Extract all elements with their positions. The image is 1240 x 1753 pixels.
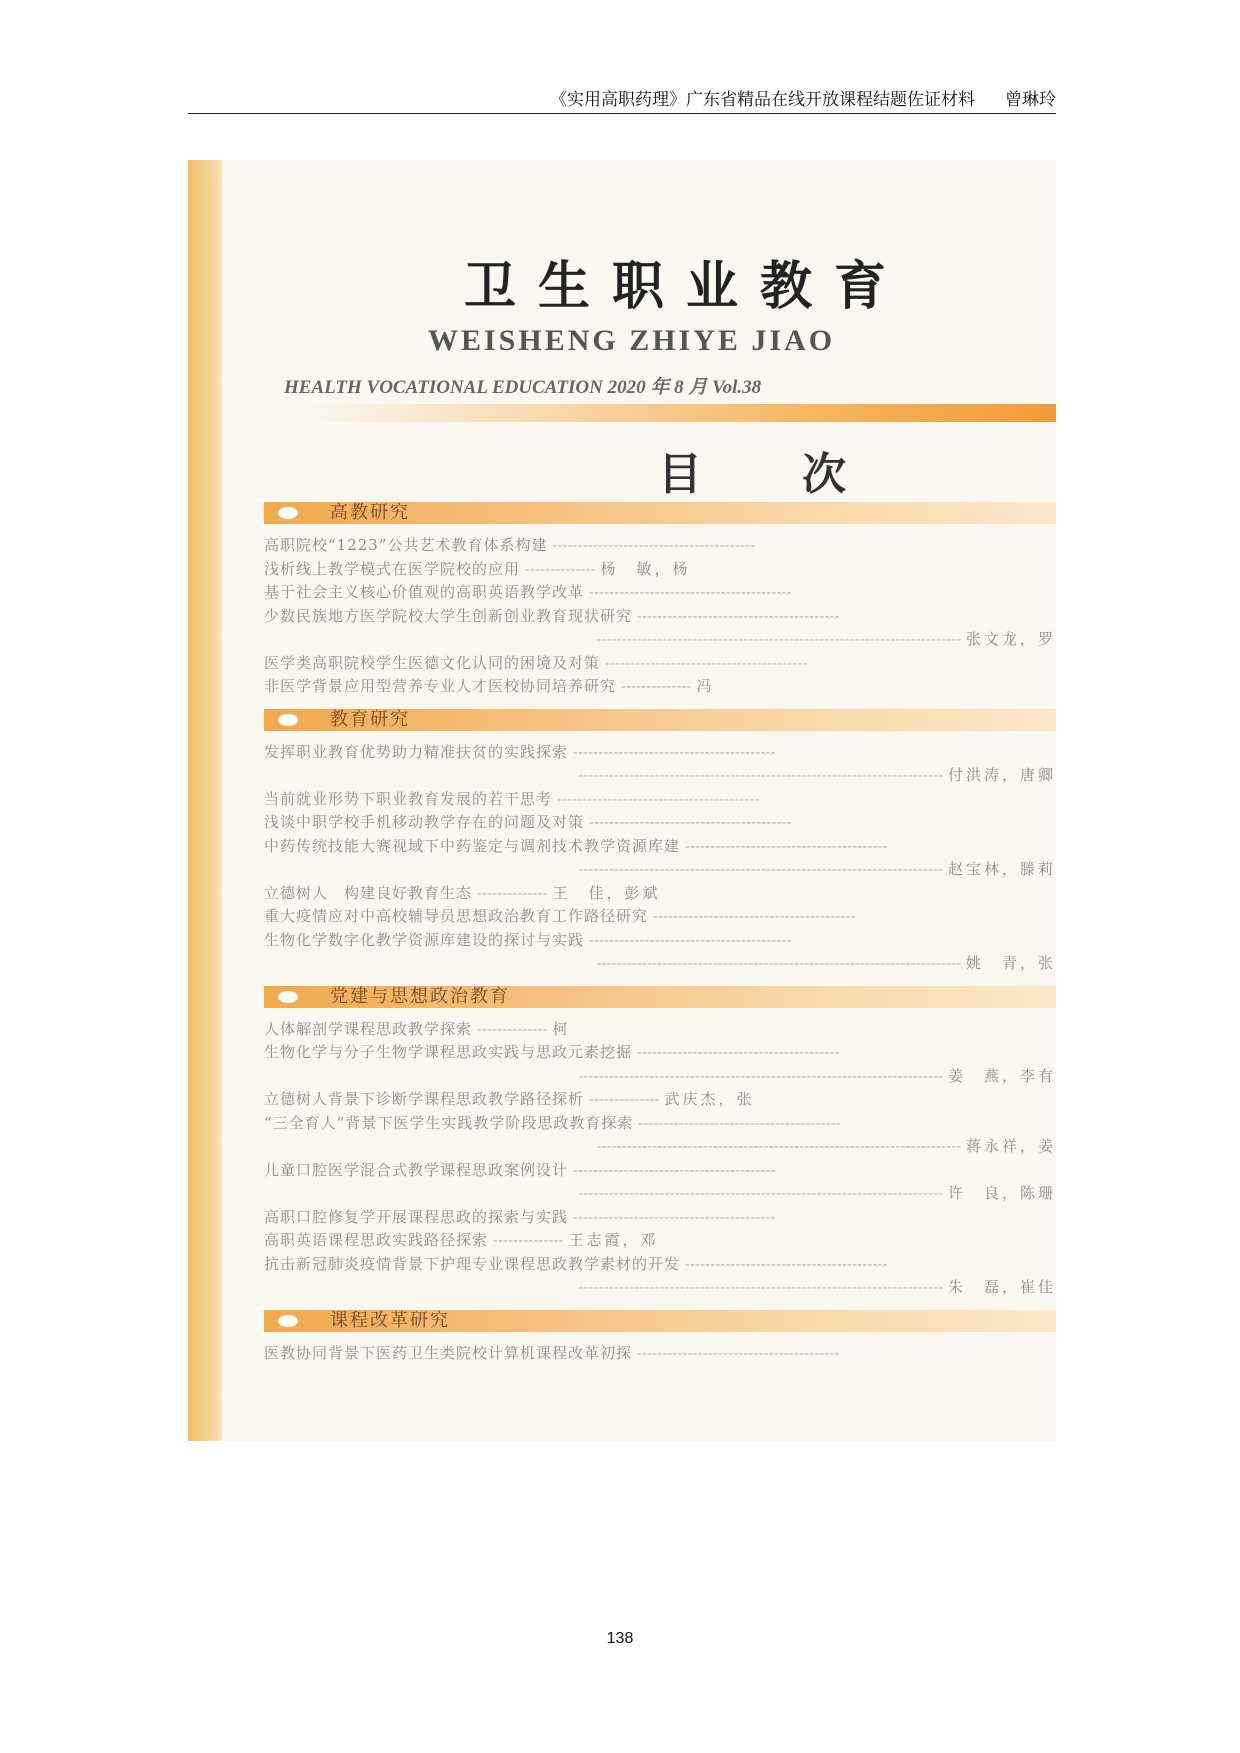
toc-entry-author: 姜 燕，李有 [947, 1066, 1056, 1085]
toc-entry [264, 858, 1056, 882]
leader-dots: ------------------------------------------------------------------------ [578, 766, 948, 784]
toc-entry-author: 付洪涛，唐卿 [947, 766, 1056, 784]
toc-entry-title: 浅析线上教学模式在医学院校的应用 [264, 559, 521, 578]
toc-entry [264, 952, 1056, 976]
page-number: 138 [606, 1630, 634, 1647]
toc-entry [264, 581, 1056, 605]
side-color-bar [188, 160, 222, 1441]
toc-entry [264, 675, 1056, 699]
leader-dots: ---------------------------------------- [648, 907, 856, 925]
toc-entry-author: 张文龙，罗 [965, 630, 1056, 648]
toc-entry [264, 1276, 1056, 1300]
toc-entry [264, 811, 1056, 835]
toc-entry [264, 534, 1056, 558]
toc-entry [264, 1018, 1056, 1042]
toc-entry [264, 788, 1056, 812]
section-header [264, 1310, 1056, 1332]
toc-entry-author: 武庆杰，张 [664, 1090, 755, 1108]
journal-issue: HEALTH VOCATIONAL EDUCATION 2020 年 8 月 Vol.38 [284, 377, 762, 398]
toc-entry [264, 1112, 1056, 1136]
leader-dots: ------------------------------------------------------------------------ [596, 630, 966, 648]
toc-entry-title: 医教协同背景下医药卫生类院校计算机课程改革初探 [264, 1343, 633, 1362]
scanned-journal-toc [188, 160, 1056, 1441]
leader-dots: ---------------------------------------- [632, 606, 840, 625]
toc-entry-title: 高职英语课程思政实践路径探索 [264, 1231, 489, 1249]
leader-dots: ---------------------------------------- [633, 1113, 841, 1132]
journal-pinyin: WEISHENG ZHIYE JIAO [428, 324, 836, 357]
toc-entry [264, 1253, 1056, 1277]
toc-entry-title: 非医学背景应用型营养专业人才医校协同培养研究 [264, 677, 617, 695]
toc-entry-author: 许 良，陈珊 [947, 1184, 1056, 1202]
leader-dots: ------------------------------------------------------------------------ [578, 860, 948, 878]
toc-entry-title: 基于社会主义核心价值观的高职英语教学改革 [264, 583, 585, 601]
leader-dots: ------------------------------------------------------------------------ [578, 1184, 948, 1202]
toc-entry-title: 当前就业形势下职业教育发展的若干思考 [264, 789, 553, 808]
leader-dots: -------------- [616, 677, 697, 695]
page-header-author: 曾琳玲 [1005, 90, 1056, 110]
toc-entry [264, 882, 1056, 906]
toc-entry-title: 人体解剖学课程思政教学探索 [264, 1019, 473, 1038]
leader-dots: -------------- [472, 1019, 553, 1038]
leader-dots: ---------------------------------------- [584, 930, 792, 949]
section-items [264, 1018, 1056, 1300]
toc-entry-author: 柯 [552, 1019, 571, 1038]
leader-dots: ---------------------------------------- [568, 1207, 776, 1226]
section-title: 高教研究 [330, 502, 410, 523]
toc-entry-title: 抗击新冠肺炎疫情背景下护理专业课程思政教学素材的开发 [264, 1254, 681, 1273]
toc-entry-title: “三全育人”背景下医学生实践教学阶段思政教育探索 [264, 1113, 634, 1132]
leader-dots: ---------------------------------------- [568, 1160, 776, 1179]
toc-entry-author: 冯 [696, 677, 715, 695]
toc-entry [264, 1206, 1056, 1230]
toc-entry [264, 1342, 1056, 1366]
toc-entry [264, 1088, 1056, 1112]
toc-entry-title: 高职院校“1223”公共艺术教育体系构建 [264, 536, 548, 554]
journal-title: 卫生职业教育 [464, 256, 909, 317]
toc-entry-title: 生物化学与分子生物学课程思政实践与思政元素挖掘 [264, 1043, 633, 1061]
decorative-band [300, 404, 1056, 422]
leader-dots: ---------------------------------------- [680, 836, 888, 855]
leader-dots: ------------------------------------------------------------------------ [578, 1066, 948, 1085]
leader-dots: ------------------------------------------------------------------------ [596, 1137, 966, 1155]
toc-entry-title: 立德树人背景下诊断学课程思政教学路径探析 [264, 1090, 585, 1108]
leader-dots: -------------- [584, 1090, 665, 1108]
leader-dots: ---------------------------------------- [600, 653, 808, 672]
section-title: 课程改革研究 [330, 1309, 450, 1331]
toc-entry-author: 姚 青，张 [965, 954, 1056, 972]
section-header [264, 709, 1056, 731]
toc-entry-title: 重大疫情应对中高校辅导员思想政治教育工作路径研究 [264, 907, 649, 925]
leader-dots: ------------------------------------------------------------------------ [578, 1278, 948, 1296]
section-title: 教育研究 [330, 708, 410, 730]
leader-dots: ---------------------------------------- [552, 789, 760, 808]
section-header [264, 986, 1056, 1008]
toc-entry [264, 764, 1056, 788]
toc-entry-author: 蒋永祥，姜 [965, 1137, 1056, 1155]
toc-entry-title: 立德树人 构建良好教育生态 [264, 883, 473, 902]
section-items [264, 1342, 1056, 1366]
toc-entry-title: 发挥职业教育优势助力精准扶贫的实践探索 [264, 742, 569, 761]
toc-entry [264, 605, 1056, 629]
toc-entry [264, 652, 1056, 676]
toc-entry [264, 1229, 1056, 1253]
leader-dots: ---------------------------------------- [632, 1343, 840, 1362]
toc-entry-author: 杨 敏，杨 [600, 559, 691, 578]
section-bullet-icon [278, 1315, 298, 1327]
leader-dots: ---------------------------------------- [680, 1254, 888, 1273]
toc-entry [264, 558, 1056, 582]
page-header-title: 《实用高职药理》广东省精品在线开放课程结题佐证材料 [550, 90, 975, 110]
section-items [264, 741, 1056, 976]
section-title: 党建与思想政治教育 [330, 985, 510, 1007]
section-items [264, 534, 1056, 699]
toc-entry-title: 浅谈中职学校手机移动教学存在的问题及对策 [264, 813, 585, 831]
toc-entry-title: 少数民族地方医学院校大学生创新创业教育现状研究 [264, 606, 633, 625]
toc-entry-title: 高职口腔修复学开展课程思政的探索与实践 [264, 1207, 569, 1226]
leader-dots: ---------------------------------------- [584, 583, 792, 601]
leader-dots: ------------------------------------------------------------------------ [596, 954, 966, 972]
toc-heading: 目次 [658, 449, 946, 500]
toc-entry-title: 中药传统技能大赛视域下中药鉴定与调剂技术教学资源库建 [264, 836, 681, 855]
section-bullet-icon [278, 507, 298, 519]
toc-entry-author: 赵宝林，滕莉 [947, 860, 1056, 878]
toc-entry [264, 835, 1056, 859]
leader-dots: ---------------------------------------- [568, 742, 776, 761]
toc-entry-author: 王 佳，彭斌 [552, 883, 661, 902]
toc-entry-title: 儿童口腔医学混合式教学课程思政案例设计 [264, 1160, 569, 1179]
toc-sections [264, 502, 1056, 1375]
toc-entry-author: 朱 磊，崔佳 [947, 1278, 1056, 1296]
page-header [188, 88, 1056, 112]
toc-entry-title: 生物化学数字化教学资源库建设的探讨与实践 [264, 930, 585, 949]
section-header [264, 502, 1056, 524]
leader-dots: ---------------------------------------- [547, 536, 756, 554]
toc-entry [264, 741, 1056, 765]
leader-dots: -------------- [472, 883, 553, 902]
toc-entry [264, 1041, 1056, 1065]
section-bullet-icon [278, 991, 298, 1003]
leader-dots: -------------- [488, 1231, 569, 1249]
toc-entry [264, 1182, 1056, 1206]
toc-entry [264, 1065, 1056, 1089]
header-rule [188, 113, 1056, 114]
leader-dots: -------------- [520, 559, 601, 578]
toc-entry [264, 1159, 1056, 1183]
toc-entry [264, 628, 1056, 652]
leader-dots: ---------------------------------------- [632, 1043, 840, 1061]
toc-entry [264, 929, 1056, 953]
toc-entry [264, 905, 1056, 929]
toc-entry-author: 王志霞，邓 [568, 1231, 659, 1249]
leader-dots: ---------------------------------------- [584, 813, 792, 831]
toc-entry [264, 1135, 1056, 1159]
section-bullet-icon [278, 714, 298, 726]
toc-entry-title: 医学类高职院校学生医德文化认同的困境及对策 [264, 653, 601, 672]
